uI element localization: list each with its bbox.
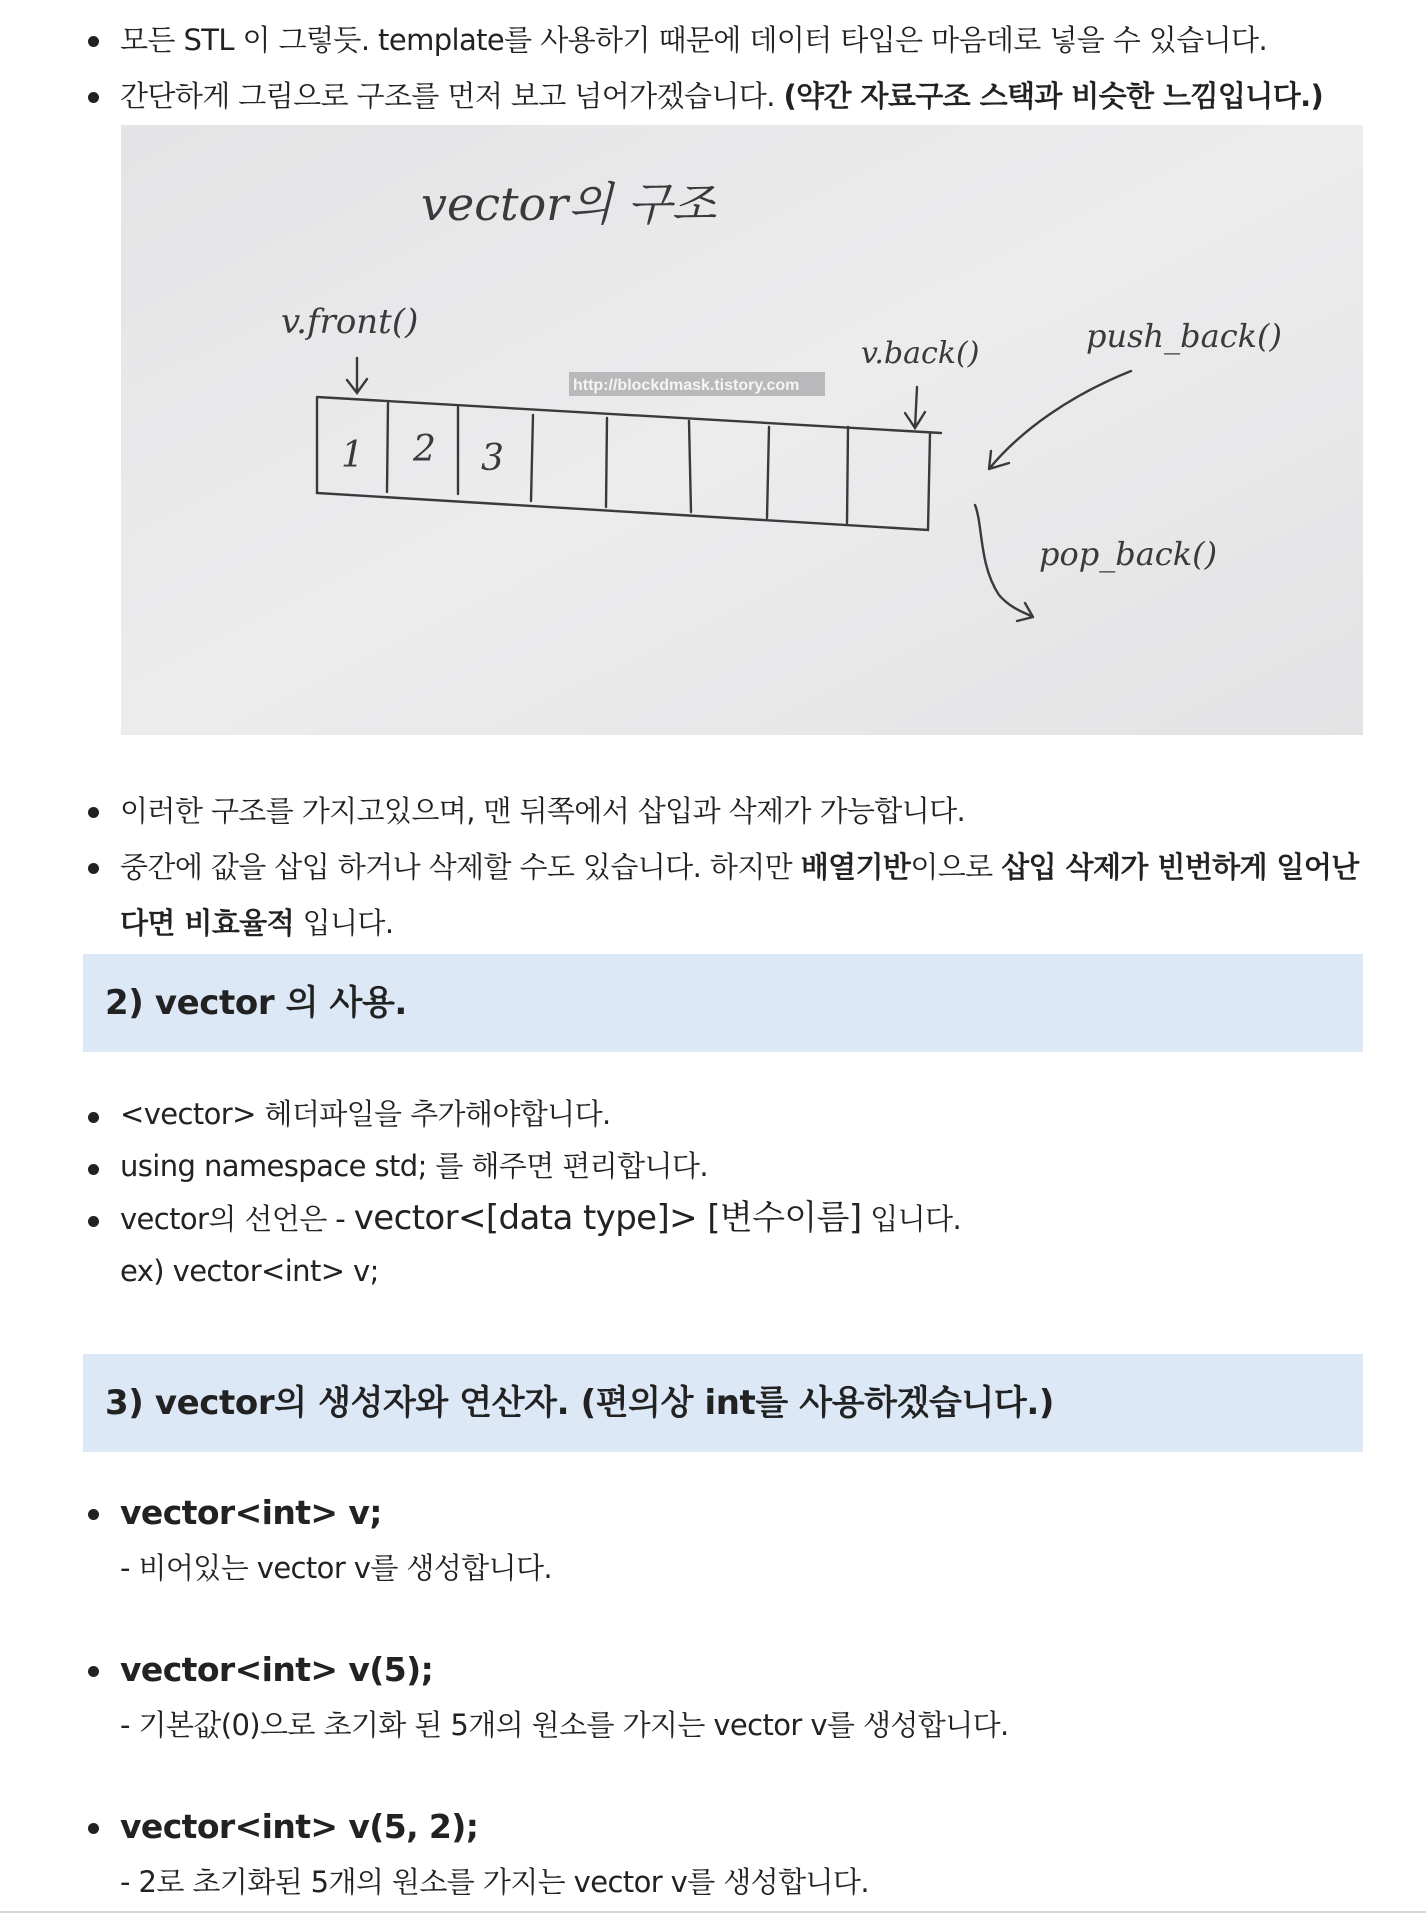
list-item xyxy=(0,1799,1426,1908)
example-code: ex) vector<int> v; xyxy=(120,1254,379,1288)
front-label: v.front() xyxy=(281,302,419,342)
bullet-text: <vector> 헤더파일을 추가해야합니다. xyxy=(120,1097,611,1131)
bottom-divider xyxy=(0,1911,1426,1913)
bullet-text: 모든 STL 이 그렇듯. template를 사용하기 때문에 데이터 타입은 마음데로 넣을 수 있습니다. xyxy=(120,23,1268,57)
list-item xyxy=(0,1140,1426,1192)
constructor-code: vector<int> v(5, 2); xyxy=(120,1807,479,1846)
hand-drawn-diagram xyxy=(121,125,1363,735)
list-item xyxy=(0,68,1426,124)
bullet-text: 입니다. xyxy=(293,906,394,940)
list-item xyxy=(0,12,1426,68)
bullet-text: 중간에 값을 삽입 하거나 삭제할 수도 있습니다. 하지만 xyxy=(120,850,801,884)
list-item xyxy=(0,1088,1426,1140)
constructor-description: - 2로 초기화된 5개의 원소를 가지는 vector v를 생성합니다. xyxy=(120,1865,869,1899)
array-cell-value: 1 xyxy=(341,435,364,476)
list-item xyxy=(0,1192,1426,1297)
structure-bullet-list xyxy=(0,783,1426,951)
bullet-bold-text: (약간 자료구조 스택과 비슷한 느낌입니다.) xyxy=(783,79,1324,113)
figure-title-text: vector의 구조 xyxy=(421,177,717,231)
vector-structure-photo xyxy=(121,125,1363,735)
section-heading: 3) vector의 생성자와 연산자. (편의상 int를 사용하겠습니다.) xyxy=(83,1354,1363,1452)
declaration-syntax: vector<[data type]> [변수이름] xyxy=(353,1198,862,1238)
constructor-code: vector<int> v; xyxy=(120,1493,382,1532)
push-back-label: push_back() xyxy=(1086,317,1282,355)
list-item xyxy=(0,839,1426,951)
constructor-description: - 기본값(0)으로 초기화 된 5개의 원소를 가지는 vector v를 생성합니다. xyxy=(120,1708,1009,1742)
bullet-text: 이러한 구조를 가지고있으며, 맨 뒤쪽에서 삽입과 삭제가 가능합니다. xyxy=(120,794,966,828)
paper-background xyxy=(121,125,1363,735)
constructor-description: - 비어있는 vector v를 생성합니다. xyxy=(120,1551,553,1585)
watermark: http://blockdmask.tistory.com xyxy=(573,377,800,394)
list-item xyxy=(0,1485,1426,1594)
bullet-text: 이으로 xyxy=(910,850,1002,884)
intro-bullet-list xyxy=(0,12,1426,124)
usage-bullet-list xyxy=(0,1088,1426,1297)
array-cell-value: 2 xyxy=(413,429,436,470)
pop-back-label: pop_back() xyxy=(1039,535,1218,573)
bullet-text: 입니다. xyxy=(861,1202,962,1236)
back-label: v.back() xyxy=(861,336,980,371)
bullet-text: 간단하게 그림으로 구조를 먼저 보고 넘어가겠습니다. xyxy=(120,79,784,113)
section-heading: 2) vector 의 사용. xyxy=(83,954,1363,1052)
array-cell-value: 3 xyxy=(481,438,504,479)
bullet-bold-text: 삽입 삭제가 빈번하게 일어난다면 비효율적 xyxy=(120,850,1359,940)
list-item xyxy=(0,1642,1426,1751)
constructor-list xyxy=(0,1485,1426,1908)
bullet-text: using namespace std; 를 해주면 편리합니다. xyxy=(120,1149,708,1183)
constructor-code: vector<int> v(5); xyxy=(120,1650,434,1689)
bullet-text: vector의 선언은 - xyxy=(120,1202,354,1236)
bullet-bold-text: 배열기반 xyxy=(800,850,911,884)
list-item xyxy=(0,783,1426,839)
